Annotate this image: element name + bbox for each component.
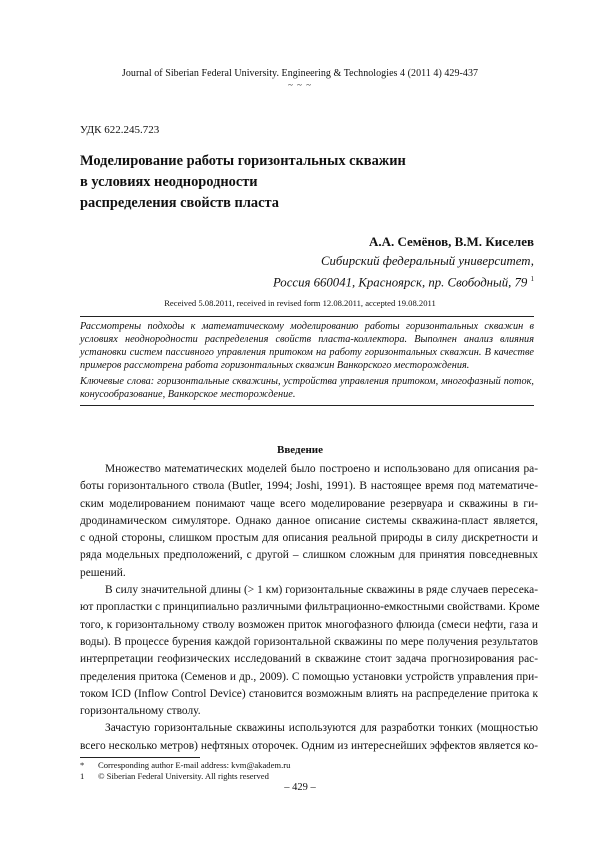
title-line: в условиях неоднородности [80, 174, 258, 190]
body-line: Множество математических моделей было построено и использовано для описания ра- [105, 463, 538, 475]
paper-title [80, 151, 540, 214]
body-line: горизонтальному стволу. [80, 705, 201, 718]
abstract-bottom-rule [80, 405, 534, 406]
footnote-mark: * [80, 760, 85, 770]
body-line: всего несколько метров) нефтяных оторочек. Одним из интереснейших эффектов является ко- [80, 739, 538, 752]
footnote-text: Corresponding author E-mail address: kvm@akadem.ru [98, 760, 291, 770]
abstract: Рассмотрены подходы к математическому моделированию работы горизонтальных скважин в условиях неоднородности распределения свойств пласта-коллектора. Выполнен анализ влияния установки систем пассивного управления притоком на работу горизонтальных скважин. В качестве примеров рассмотрена работа горизонтальных скважин Ванкорского месторождения. [80, 321, 534, 371]
body-line: ским моделированием понимают чаще всего моделирование резервуара и скважины в ги- [80, 497, 538, 510]
footnote [80, 771, 290, 782]
body-line: пределения притока (Семенов и др., 2009). С помощью установки устройств управления при- [80, 670, 538, 683]
keywords: Ключевые слова: горизонтальные скважины, устройства управления притоком, многофазный поток, конусообразование, Ванкорское месторождение. [80, 376, 534, 400]
footnote-rule [80, 757, 200, 758]
body-line: интерпретации геофизических исследований в скважине стоит задача прогнозирования рас- [80, 653, 538, 666]
body-text [80, 461, 538, 755]
udk-code: УДК 622.245.723 [80, 124, 160, 136]
footnote-mark: 1 [80, 771, 85, 781]
body-line: решений. [80, 566, 126, 579]
authors: А.А. Семёнов, В.М. Киселев [368, 234, 534, 249]
body-line: ряда модельных предположений, с другой – слишком сложным для принятия повседневных [80, 549, 538, 562]
body-line: с одной стороны, слишком простым для описания реальной природы в силу дискретности и [80, 532, 538, 545]
page-number: – 429 – [284, 782, 316, 793]
body-line: Зачастую горизонтальные скважины используются для разработки тонких (мощностью [105, 722, 538, 735]
affiliation-line: Сибирский федеральный университет, [320, 254, 534, 268]
affiliation [273, 252, 534, 291]
body-line: того, к горизонтальному стволу возможен приток многофазного флюида (смеси нефти, газа и [80, 618, 538, 631]
body-line: В силу значительной длины (> 1 км) горизонтальные скважины в ряде случаев пересека- [105, 584, 538, 597]
affiliation-mark: 1 [530, 275, 534, 283]
body-line: боты горизонтального ствола (Butler, 1994; Joshi, 1991). В настоящее время под математиче- [80, 480, 538, 493]
body-line: током ICD (Inflow Control Device) становится возможным влиять на распределение притока к [80, 687, 538, 700]
footnote [80, 760, 290, 771]
affiliation-line [273, 270, 534, 291]
received-dates: Received 5.08.2011, received in revised form 12.08.2011, accepted 19.08.2011 [164, 298, 436, 308]
footnote-text: © Siberian Federal University. All rights reserved [98, 771, 269, 781]
footnotes [80, 760, 290, 782]
affiliation-address: Россия 660041, Красноярск, пр. Свободный, 79 [272, 275, 528, 290]
section-heading: Введение [276, 444, 324, 456]
body-line: ют пропластки с принципиально различными фильтрационно-емкостными свойствами. Кроме [80, 601, 540, 614]
header-ornament: ~ ~ ~ [287, 80, 313, 90]
abstract-top-rule [80, 316, 534, 317]
journal-header: Journal of Siberian Federal University. Engineering & Technologies 4 (2011 4) 429-437 [121, 68, 479, 79]
title-line: распределения свойств пласта [80, 195, 279, 211]
title-line: Моделирование работы горизонтальных скважин [80, 153, 406, 169]
body-line: воды). В процессе бурения каждой горизонтальной скважины по мере получения результатов [80, 635, 538, 648]
body-line: дродинамическом симуляторе. Однако данное описание системы скважина-пласт является, [80, 514, 538, 527]
